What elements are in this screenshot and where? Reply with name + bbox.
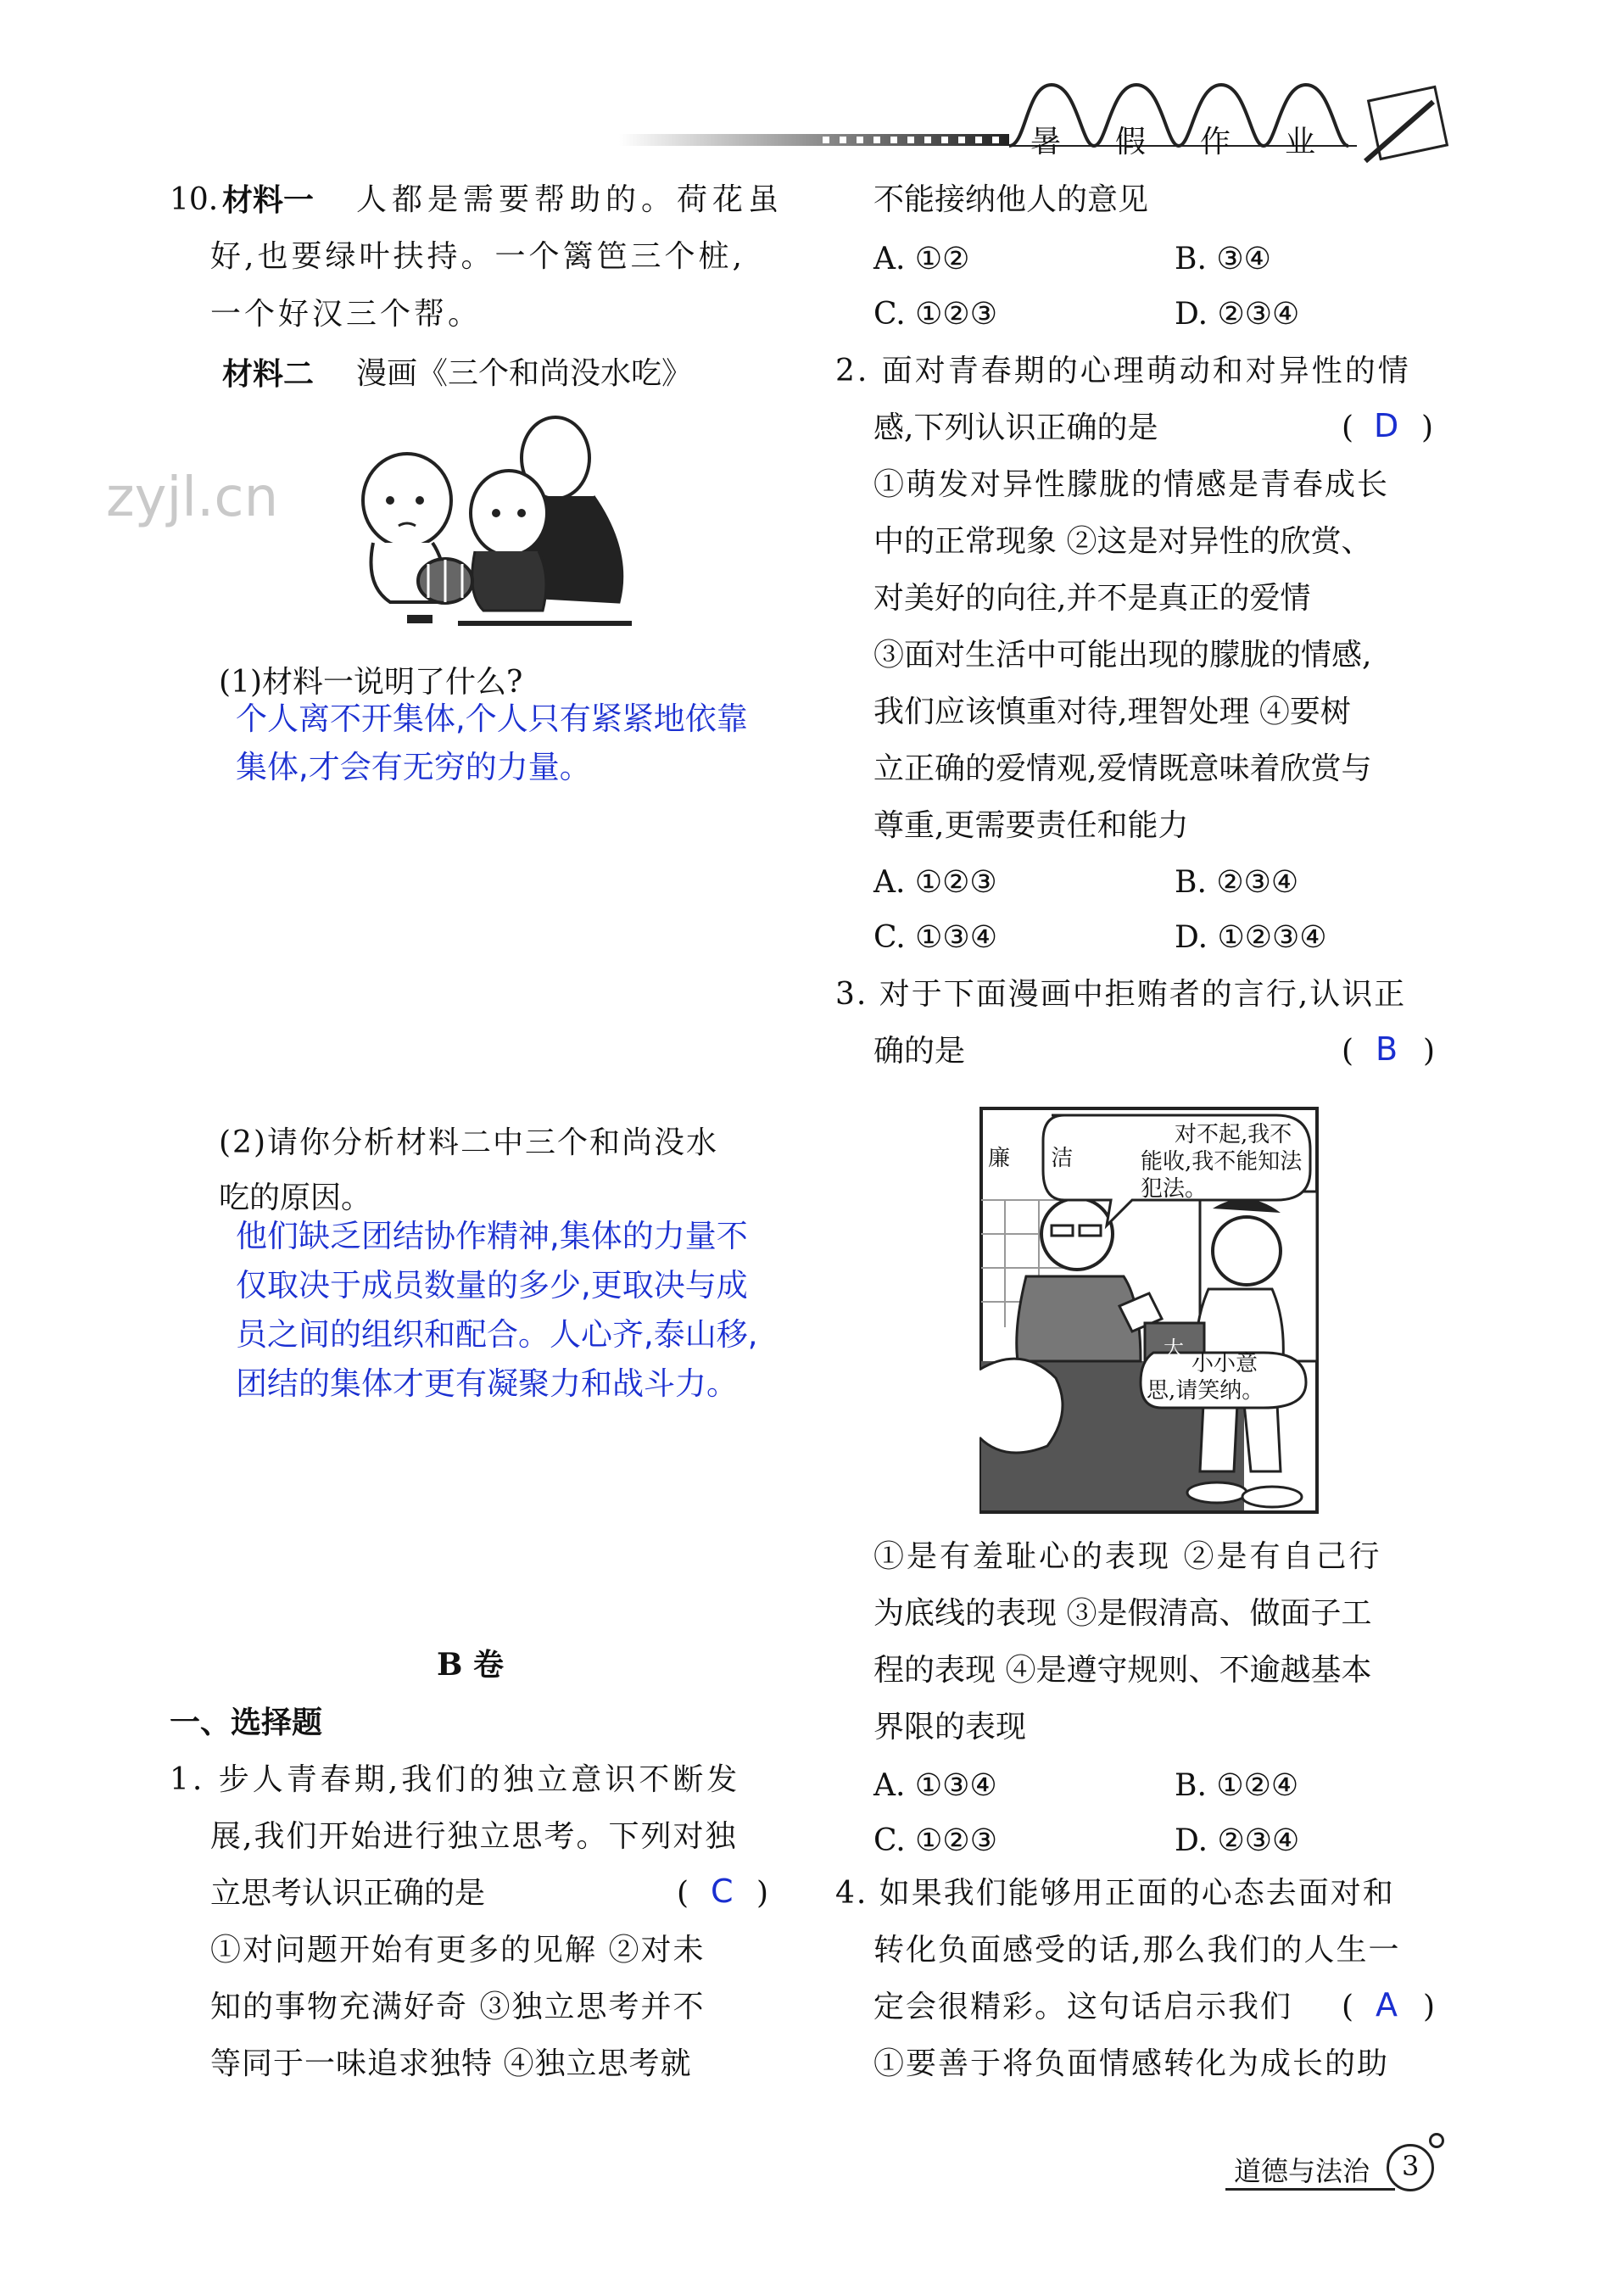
cartoon-gift-label: 大 — [1164, 1337, 1184, 1360]
q2-line: 感,下列认识正确的是 — [873, 410, 1158, 445]
q2-item: 中的正常现象 ②这是对异性的欣赏、 — [873, 524, 1372, 559]
q1-cont: 不能接纳他人的意见 — [873, 182, 1149, 217]
cartoon-bubble1: 对不起,我不 — [1175, 1122, 1292, 1147]
q2-opt: D. ①②③④ — [1175, 920, 1327, 955]
q2-opt: B. ②③④ — [1175, 865, 1299, 900]
q2-paren-left: ( — [1342, 410, 1354, 445]
q3-answer: B — [1376, 1030, 1398, 1068]
q4-line: 4. 如果我们能够用正面的心态去面对和 — [835, 1876, 1395, 1911]
q3-item: 程的表现 ④是遵守规则、不逾越基本 — [873, 1653, 1372, 1688]
watermark: zyjl.cn — [106, 466, 279, 529]
q3-line: 确的是 — [873, 1034, 966, 1069]
q2-item: ①萌发对异性朦胧的情感是青春成长 — [873, 467, 1390, 502]
q1-line: 1. 步人青春期,我们的独立意识不断发 — [170, 1762, 741, 1797]
q1-opt: C. ①②③ — [873, 297, 997, 332]
q10-number: 10. — [170, 182, 219, 217]
q10-m1-line: 人都是需要帮助的。荷花虽 — [356, 182, 784, 217]
header-char: 暑 — [1030, 125, 1062, 159]
q4-paren-left: ( — [1342, 1990, 1354, 2024]
header-char: 作 — [1200, 125, 1231, 159]
q10-answer1-line: 集体,才会有无穷的力量。 — [236, 749, 591, 785]
q1-line: 立思考认识正确的是 — [210, 1876, 486, 1911]
footer-subject: 道德与法治 — [1234, 2155, 1370, 2187]
q10-m2-text: 漫画《三个和尚没水吃》 — [356, 356, 693, 391]
q1-answer: C — [711, 1873, 734, 1910]
cartoon-sign: 廉 洁 — [988, 1146, 1091, 1171]
q10-answer2-line: 员之间的组织和配合。人心齐,泰山移, — [236, 1316, 758, 1353]
q2-item: ③面对生活中可能出现的朦胧的情感, — [873, 638, 1372, 673]
q4-paren-right: ) — [1423, 1990, 1436, 2024]
q2-line: 2. 面对青春期的心理萌动和对异性的情 — [835, 354, 1411, 388]
cartoon-bubble1: 能收,我不能知法 — [1141, 1149, 1303, 1175]
q10-answer2-line: 仅取决于成员数量的多少,更取决与成 — [236, 1267, 748, 1303]
footer-rule — [1225, 2188, 1395, 2191]
q1-opt: D. ②③④ — [1175, 297, 1300, 332]
notepad-icon — [1365, 87, 1447, 161]
q10-answer1-line: 个人离不开集体,个人只有紧紧地依靠 — [236, 701, 748, 737]
q10-sub1: (1)材料一说明了什么? — [219, 665, 523, 700]
q4-line: 定会很精彩。这句话启示我们 — [873, 1990, 1293, 2024]
q10-m2-label: 材料二 — [222, 356, 315, 392]
q2-item: 我们应该慎重对待,理智处理 ④要树 — [873, 695, 1351, 729]
q10-m1-line: 好,也要绿叶扶持。一个篱笆三个桩, — [210, 239, 745, 274]
q3-paren-right: ) — [1423, 1034, 1436, 1069]
q3-opt: D. ②③④ — [1175, 1823, 1300, 1858]
q2-item: 尊重,更需要责任和能力 — [873, 808, 1189, 843]
cartoon-bubble1: 犯法。 — [1141, 1176, 1208, 1202]
q1-opt: A. ①② — [873, 242, 970, 276]
three-monks-cartoon — [339, 416, 645, 636]
q3-opt: C. ①②③ — [873, 1823, 997, 1858]
q10-sub2: (2)请你分析材料二中三个和尚没水 — [219, 1125, 718, 1160]
q4-line: 转化负面感受的话,那么我们的人生一 — [873, 1933, 1401, 1968]
header-char: 假 — [1115, 125, 1147, 159]
q3-line: 3. 对于下面漫画中拒贿者的言行,认识正 — [835, 977, 1407, 1012]
q10-answer2-line: 团结的集体才更有凝聚力和战斗力。 — [236, 1365, 738, 1402]
q4-answer: A — [1376, 1986, 1398, 2024]
q1-item: ①对问题开始有更多的见解 ②对未 — [210, 1933, 706, 1968]
q2-answer: D — [1374, 407, 1399, 444]
q3-opt: A. ①③④ — [873, 1768, 997, 1803]
q1-opt: B. ③④ — [1175, 242, 1271, 276]
header-char: 业 — [1285, 125, 1316, 159]
section-b-subtitle: 一、选择题 — [170, 1705, 323, 1740]
q10-sub2: 吃的原因。 — [219, 1181, 372, 1215]
footer-page: 3 — [1402, 2150, 1420, 2182]
q4-item: ①要善于将负面情感转化为成长的助 — [873, 2046, 1390, 2081]
section-b-title: B 卷 — [437, 1647, 504, 1683]
q2-paren-right: ) — [1421, 410, 1434, 445]
cartoon-bubble2: 小小意 — [1191, 1351, 1258, 1376]
q3-item: 为底线的表现 ③是假清高、做面子工 — [873, 1596, 1372, 1631]
q3-opt: B. ①②④ — [1175, 1768, 1299, 1803]
q2-opt: C. ①③④ — [873, 920, 997, 955]
q2-item: 立正确的爱情观,爱情既意味着欣赏与 — [873, 751, 1372, 786]
q10-answer2-line: 他们缺乏团结协作精神,集体的力量不 — [236, 1218, 748, 1254]
q3-paren-left: ( — [1342, 1034, 1354, 1069]
q1-paren-right: ) — [756, 1876, 769, 1911]
q1-item: 知的事物充满好奇 ③独立思考并不 — [210, 1990, 706, 2024]
q10-m1-label: 材料一 — [222, 182, 315, 218]
q1-line: 展,我们开始进行独立思考。下列对独 — [210, 1819, 738, 1854]
q10-m1-line: 一个好汉三个帮。 — [210, 297, 483, 332]
q3-item: ①是有羞耻心的表现 ②是有自己行 — [873, 1539, 1382, 1574]
q3-item: 界限的表现 — [873, 1710, 1027, 1744]
footer-dot — [1429, 2133, 1444, 2148]
cartoon-bubble2: 思,请笑纳。 — [1147, 1378, 1264, 1404]
q2-item: 对美好的向往,并不是真正的爱情 — [873, 581, 1311, 616]
q1-item: 等同于一味追求独特 ④独立思考就 — [210, 2046, 692, 2081]
q2-opt: A. ①②③ — [873, 865, 997, 900]
q1-paren-left: ( — [677, 1876, 689, 1911]
